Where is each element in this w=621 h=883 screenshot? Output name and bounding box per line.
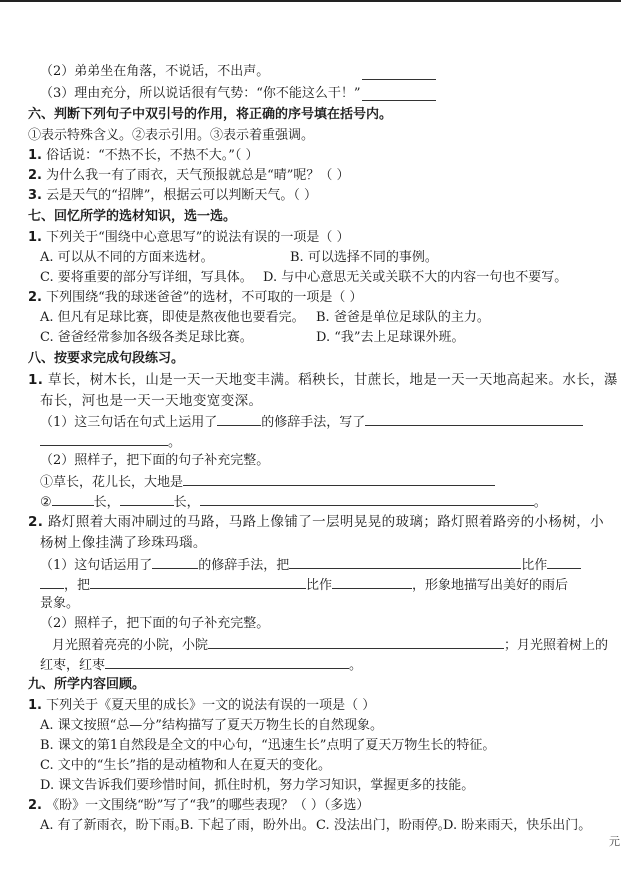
example-2-blank-3[interactable] [200,492,534,506]
s9-q1-option-c[interactable]: C. 文中的“生长”指的是动植物和人在夏天的变化。 [40,758,332,773]
content-blank-cont[interactable] [40,432,168,446]
s7-q2-option-c[interactable]: C. 爸爸经常参加各级各类足球比赛。 [40,330,253,345]
example-2-blank-2[interactable] [120,492,174,506]
s8-q1-passage-line-2: 布长，河也是一天一天地变宽变深。 [40,393,263,409]
s8-q2-example-2: 红枣，红枣 。 [40,655,362,675]
s9-q2-option-b[interactable]: B. 下起了雨，盼外出。 [180,818,315,833]
s7-q2-option-d[interactable]: D. “我”去上足球课外班。 [316,330,465,345]
content-blank[interactable] [365,412,583,426]
compare-blank-1[interactable] [289,555,521,569]
s5-item-2: （2）弟弟坐在角落，不说话，不出声。 [40,64,270,79]
compare-blank-2[interactable] [547,555,581,569]
s8-title: 八、按要求完成句段练习。 [28,351,185,366]
compare-blank-3[interactable] [90,575,306,589]
s7-q1-option-d[interactable]: D. 与中心意思无关或关联不大的内容一句也不要写。 [263,270,568,285]
moon-yard-blank[interactable] [208,635,504,649]
s7-q1-option-c[interactable]: C. 要将重要的部分写详细，写具体。 [40,270,253,285]
s7-q2-option-a[interactable]: A. 但凡有足球比赛，即使是熬夜他也要看完。 [40,310,305,325]
s8-q1-sub1: （1）这三句话在句式上运用了 的修辞手法，写了 [40,412,583,432]
s9-q2-option-c[interactable]: C. 没法出门，盼雨停。 [316,818,451,833]
s8-q2-passage-line-2: 杨树上像挂满了珍珠玛瑙。 [40,535,207,551]
s7-title: 七、回忆所学的选材知识，选一选。 [28,209,237,224]
top-rule [0,0,621,2]
s9-q1-option-d[interactable]: D. 课文告诉我们要珍惜时间，抓住时机，努力学习知识，掌握更多的技能。 [40,778,475,793]
s6-options: ①表示特殊含义。②表示引用。③表示着重强调。 [28,128,315,143]
s6-item-3: 3. 云是天气的“招牌”，根据云可以判断天气。（ ） [28,188,318,203]
s9-q2-stem: 2. 《盼》一文围绕“盼”写了“我”的哪些表现？（ ）（多选） [28,798,370,813]
right-edge-mark: 元 [609,835,620,848]
s5-item-3: （3）理由充分，所以说话很有气势：“你不能这么干！” [40,86,361,101]
s7-q1-option-b[interactable]: B. 可以选择不同的事例。 [290,250,438,265]
s9-q2-option-a[interactable]: A. 有了新雨衣，盼下雨。 [40,818,188,833]
s8-q1-example-1: ①草长，花儿长，大地是 [40,472,495,492]
s8-q1-example-2: ② 长， 长， 。 [40,492,547,512]
s8-q2-sub2: （2）照样子，把下面的句子补充完整。 [40,616,270,631]
s5-item-2-answer-blank[interactable] [362,78,436,80]
s8-q2-sub1-end: 景象。 [40,596,80,611]
s6-item-1: 1. 俗话说：“不热不长，不热不大。”（ ） [28,148,259,163]
s7-q2-option-b[interactable]: B. 爸爸是单位足球队的主力。 [316,310,490,325]
s8-q1-sub2: （2）照样子，把下面的句子补充完整。 [40,453,270,468]
s6-item-2: 2. 为什么我一有了雨衣，天气预报就总是“晴”呢？（ ） [28,168,350,183]
s7-q1-option-a[interactable]: A. 可以从不同的方面来选材。 [40,250,214,265]
s8-q2-passage-line-1: 2. 路灯照着大雨冲刷过的马路，马路上像铺了一层明晃晃的玻璃；路灯照着路旁的小杨树，小 [28,514,605,530]
compare-blank-4[interactable] [332,575,412,589]
s8-q2-example-1: 月光照着亮亮的小院，小院 ；月光照着树上的 [52,635,608,655]
jujube-blank[interactable] [105,655,349,669]
s8-q2-sub1: （1）这句话运用了 的修辞手法，把 比作 [40,555,581,575]
s7-q2-stem: 2. 下列围绕“我的球迷爸爸”的选材，不可取的一项是（ ） [28,290,363,305]
compare-blank-2-cont[interactable] [40,575,64,589]
s9-q1-stem: 1. 下列关于《夏天里的成长》一文的说法有误的一项是（ ） [28,698,376,713]
rhetoric-blank[interactable] [217,412,261,426]
s5-item-3-answer-blank[interactable] [362,99,436,101]
s9-q2-option-d[interactable]: D. 盼来雨天，快乐出门。 [443,818,592,833]
s9-q1-option-a[interactable]: A. 课文按照“总—分”结构描写了夏天万物生长的自然现象。 [40,718,383,733]
s6-title: 六、判断下列句子中双引号的作用，将正确的序号填在括号内。 [28,107,393,122]
s8-q2-sub1-cont: ，把 比作 ，形象地描写出美好的雨后 [40,575,568,595]
example-2-blank-1[interactable] [52,492,94,506]
s9-title: 九、所学内容回顾。 [28,677,146,692]
rhetoric-blank-2[interactable] [152,555,198,569]
s8-q1-passage-line-1: 1. 草长，树木长，山是一天一天地变丰满。稻秧长，甘蔗长，地是一天一天地高起来。水长，瀑 [28,372,618,388]
s8-q1-sub1-cont: 。 [40,432,181,452]
example-1-blank[interactable] [183,472,495,486]
s7-q1-stem: 1. 下列关于“围绕中心意思写”的说法有误的一项是（ ） [28,230,350,245]
s9-q1-option-b[interactable]: B. 课文的第1自然段是全文的中心句，“迅速生长”点明了夏天万物生长的特征。 [40,738,496,753]
